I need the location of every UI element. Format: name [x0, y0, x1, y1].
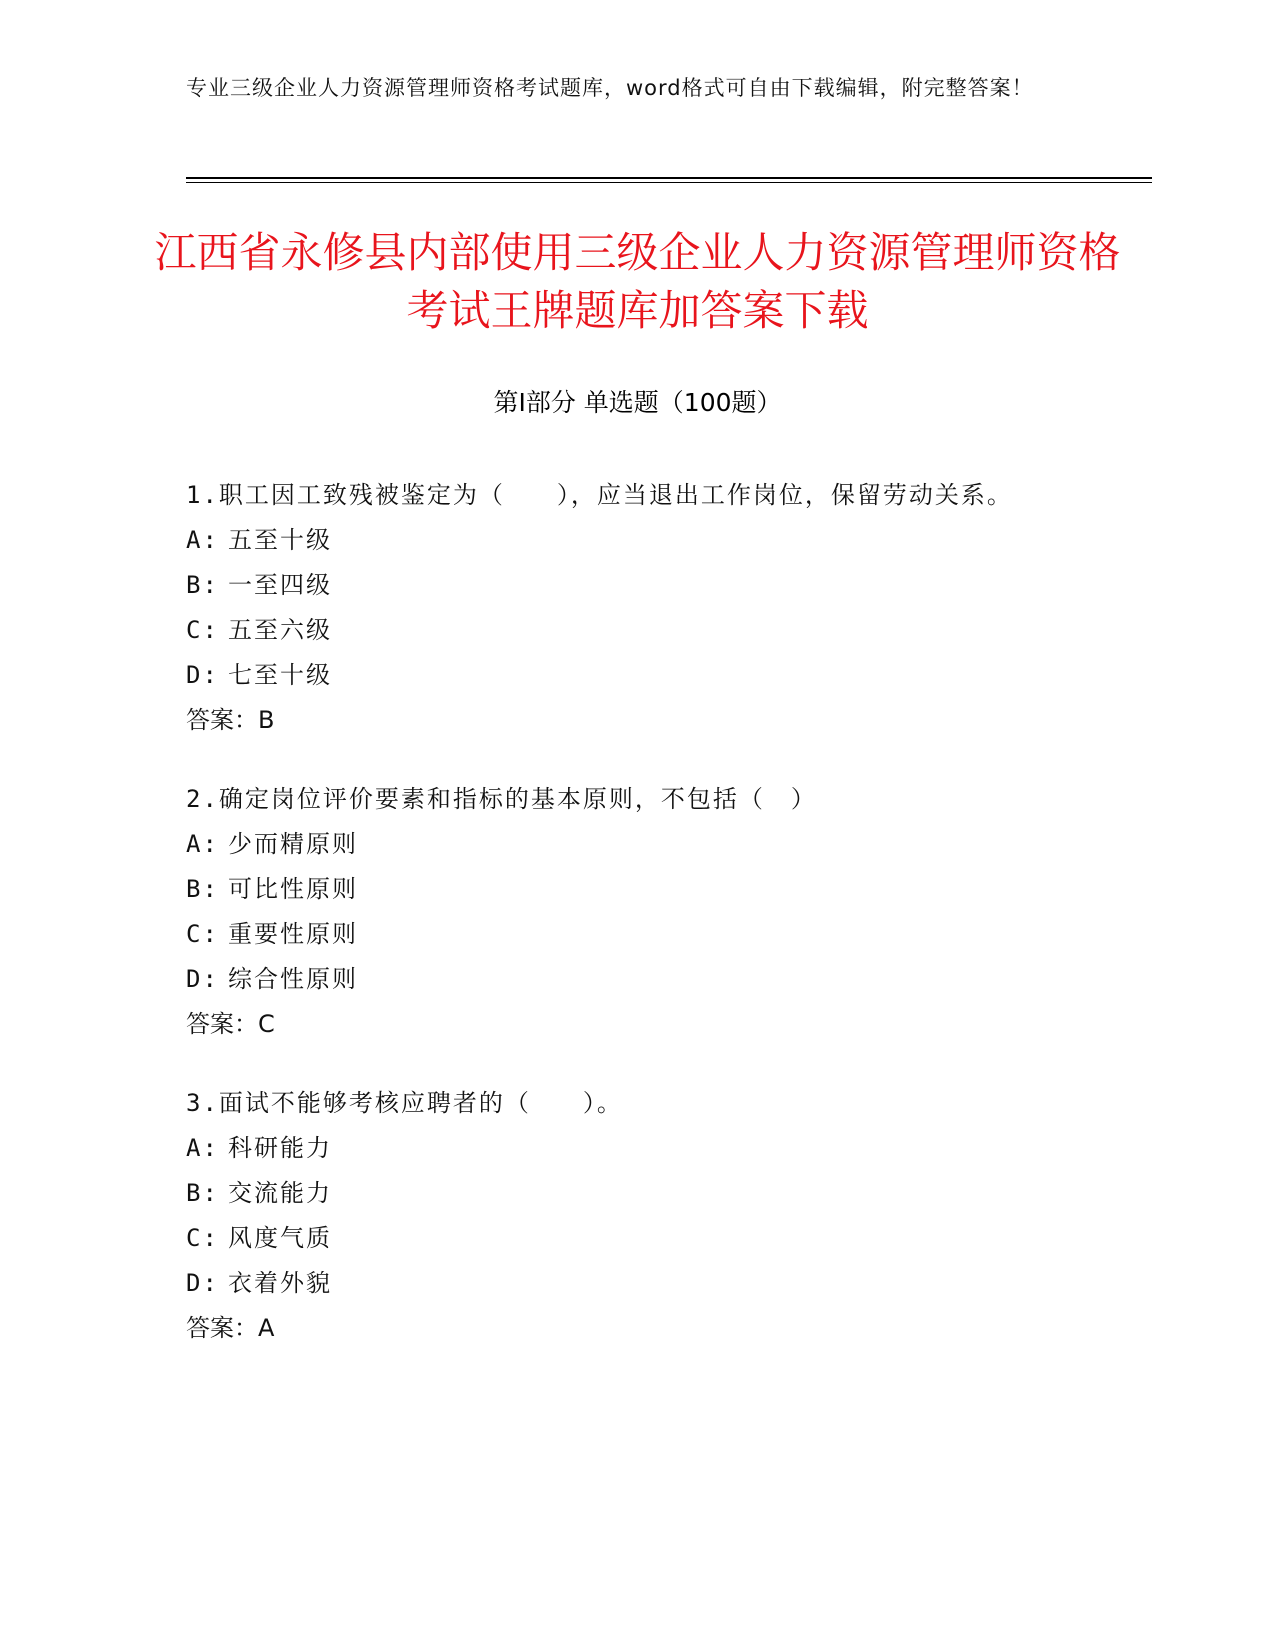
option-letter: C: — [186, 1224, 219, 1252]
option-text: 综合性原则 — [228, 965, 358, 993]
option-c — [186, 912, 1066, 957]
answer-line: 答案：C — [186, 1010, 275, 1038]
option-c — [186, 1216, 1066, 1261]
option-letter: B: — [186, 571, 219, 599]
option-text: 交流能力 — [228, 1179, 332, 1207]
option-b — [186, 867, 1066, 912]
document-title: 江西省永修县内部使用三级企业人力资源管理师资格考试王牌题库加答案下载 — [154, 228, 1121, 335]
option-letter: D: — [186, 965, 219, 993]
option-letter: B: — [186, 875, 219, 903]
header-divider-thin — [186, 182, 1152, 183]
question-stem: 2.确定岗位评价要素和指标的基本原则，不包括（ ） — [186, 785, 817, 813]
answer-line: 答案：B — [186, 706, 275, 734]
option-letter: A: — [186, 1134, 219, 1162]
question-item — [186, 1081, 1066, 1351]
option-text: 五至六级 — [228, 616, 332, 644]
question-stem: 1.职工因工致残被鉴定为（ ），应当退出工作岗位，保留劳动关系。 — [186, 481, 1013, 509]
option-c — [186, 608, 1066, 653]
option-text: 可比性原则 — [228, 875, 358, 903]
option-text: 少而精原则 — [228, 830, 358, 858]
option-text: 五至十级 — [228, 526, 332, 554]
option-text: 衣着外貌 — [228, 1269, 332, 1297]
header-divider-thick — [186, 177, 1152, 179]
section-title: 第I部分 单选题（100题） — [493, 388, 782, 417]
option-text: 风度气质 — [228, 1224, 332, 1252]
option-a — [186, 1126, 1066, 1171]
option-text: 科研能力 — [228, 1134, 332, 1162]
option-text: 一至四级 — [228, 571, 332, 599]
header-note: 专业三级企业人力资源管理师资格考试题库，word格式可自由下载编辑，附完整答案！ — [186, 76, 1034, 100]
option-d — [186, 957, 1066, 1002]
option-d — [186, 653, 1066, 698]
option-letter: C: — [186, 920, 219, 948]
option-a — [186, 822, 1066, 867]
option-letter: A: — [186, 526, 219, 554]
option-letter: A: — [186, 830, 219, 858]
option-letter: C: — [186, 616, 219, 644]
answer-line: 答案：A — [186, 1314, 275, 1342]
question-item — [186, 777, 1066, 1047]
question-list — [186, 473, 1066, 1385]
option-text: 重要性原则 — [228, 920, 358, 948]
option-letter: B: — [186, 1179, 219, 1207]
option-a — [186, 518, 1066, 563]
option-letter: D: — [186, 661, 219, 689]
option-text: 七至十级 — [228, 661, 332, 689]
option-d — [186, 1261, 1066, 1306]
option-b — [186, 1171, 1066, 1216]
question-item — [186, 473, 1066, 743]
option-letter: D: — [186, 1269, 219, 1297]
option-b — [186, 563, 1066, 608]
question-stem: 3.面试不能够考核应聘者的（ ）。 — [186, 1089, 623, 1117]
